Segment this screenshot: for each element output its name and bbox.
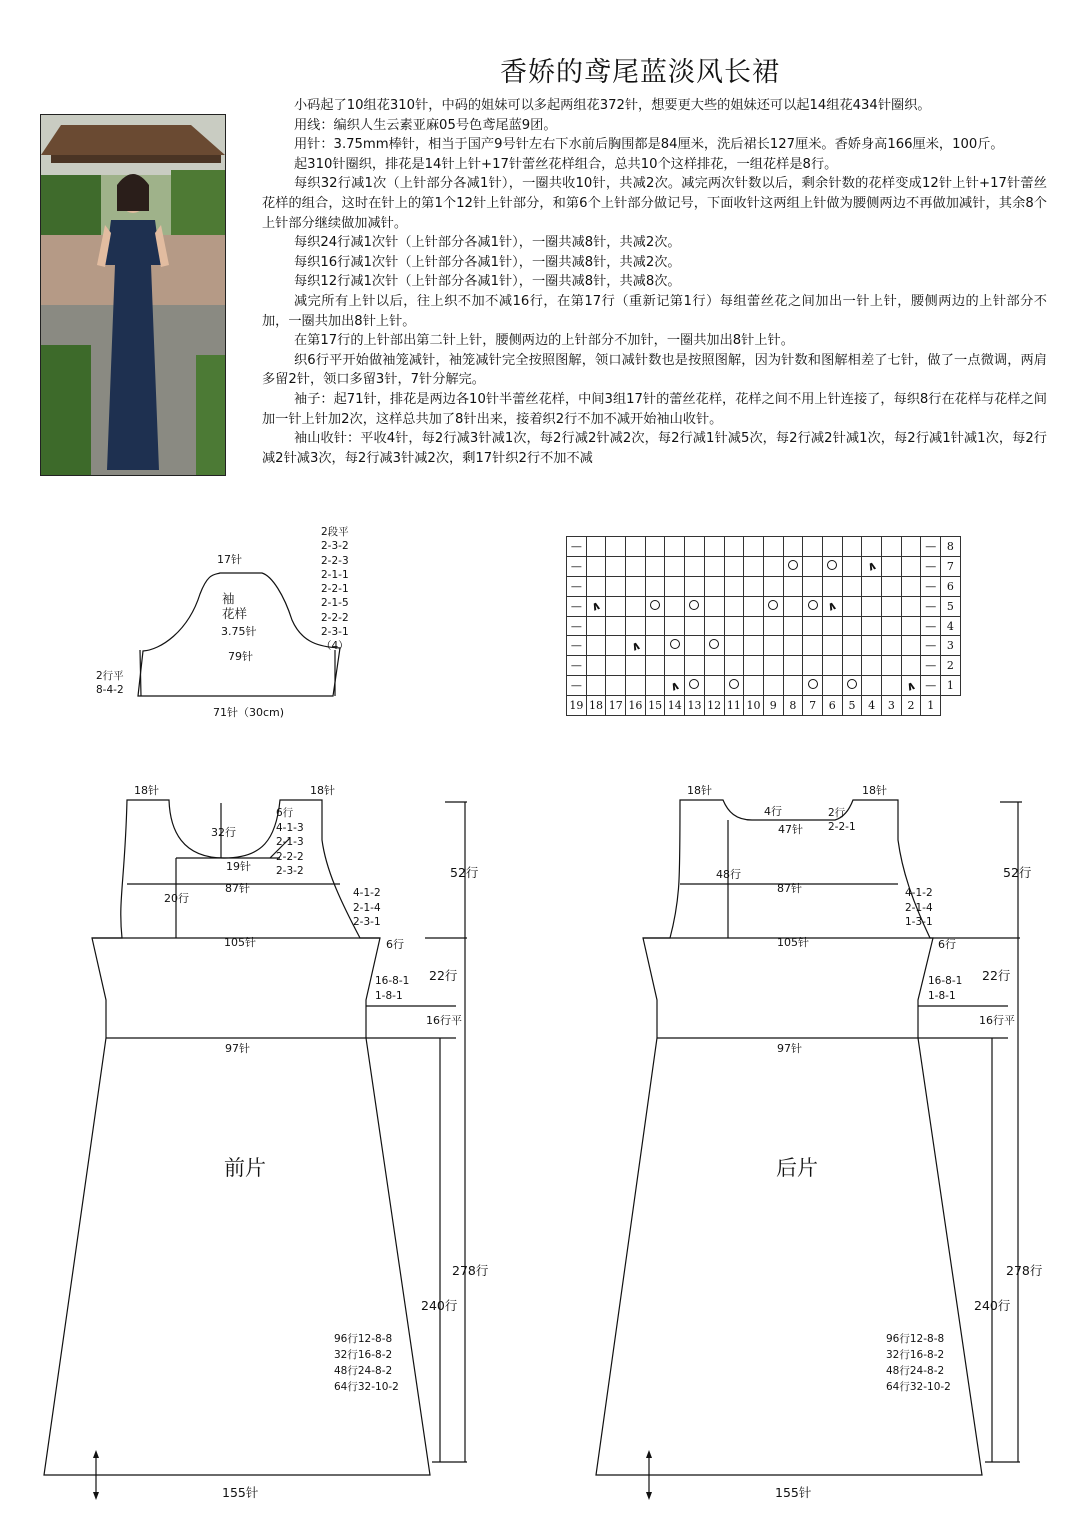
chart-cell bbox=[626, 556, 646, 576]
chart-cell bbox=[586, 556, 606, 576]
chart-cell bbox=[685, 616, 705, 636]
chart-cell bbox=[882, 656, 902, 676]
front-shoulder-left: 18针 bbox=[134, 784, 159, 797]
chart-cell bbox=[685, 676, 705, 696]
chart-cell bbox=[586, 596, 606, 616]
chart-cell bbox=[822, 616, 842, 636]
chart-cell bbox=[803, 596, 823, 616]
back-skirt-dec: 96行12-8-8 32行16-8-2 48行24-8-2 64行32-10-2 bbox=[886, 1333, 951, 1393]
chart-purl-cell: — bbox=[567, 636, 587, 656]
chart-column-number: 10 bbox=[744, 696, 764, 716]
decrease-icon: ∧ bbox=[589, 597, 604, 615]
chart-cell bbox=[842, 596, 862, 616]
sleeve-top-label: 17针 bbox=[217, 553, 242, 566]
chart-column-number: 9 bbox=[763, 696, 783, 716]
front-yoke-width: 87针 bbox=[225, 882, 250, 895]
chart-cell bbox=[783, 616, 803, 636]
chart-column-numbers bbox=[567, 696, 961, 716]
chart-row bbox=[567, 556, 961, 576]
chart-cell bbox=[606, 576, 626, 596]
sleeve-name-label: 袖 bbox=[222, 591, 235, 606]
chart-cell bbox=[842, 656, 862, 676]
front-neck-note: 6行 4-1-3 2-1-3 2-2-2 2-3-2 bbox=[276, 807, 304, 877]
chart-cell bbox=[665, 596, 685, 616]
front-rows-52: 52行 bbox=[450, 865, 479, 880]
chart-cell bbox=[842, 616, 862, 636]
decrease-icon: ∧ bbox=[904, 677, 919, 694]
paragraph: 袖子：起71针，排花是两边各10针半蕾丝花样，中间3组17针的蕾丝花样，花样之间不用上针连接了，每织8行在花样与花样之间加一针上针加2次，这样总共加了8针出来，接着织2行不加不减开始袖山收针。 bbox=[262, 391, 1047, 427]
chart-column-number: 7 bbox=[803, 696, 823, 716]
chart-cell bbox=[803, 676, 823, 696]
chart-column-number: 4 bbox=[862, 696, 882, 716]
yarn-over-icon bbox=[808, 600, 818, 610]
chart-cell bbox=[645, 656, 665, 676]
front-waist-inc: 16-8-1 1-8-1 bbox=[375, 975, 410, 1002]
chart-purl-cell: — bbox=[567, 616, 587, 636]
chart-column-number: 8 bbox=[783, 696, 803, 716]
chart-cell bbox=[665, 576, 685, 596]
chart-cell bbox=[645, 636, 665, 656]
chart-column-number: 6 bbox=[822, 696, 842, 716]
chart-column-number: 3 bbox=[882, 696, 902, 716]
chart-cell bbox=[626, 676, 646, 696]
chart-cell bbox=[665, 556, 685, 576]
sleeve-left-note: 2行平 8-4-2 bbox=[96, 670, 124, 696]
chart-cell bbox=[803, 616, 823, 636]
back-waist-inc: 16-8-1 1-8-1 bbox=[928, 975, 963, 1002]
chart-column-number: 13 bbox=[685, 696, 705, 716]
chart-cell bbox=[744, 556, 764, 576]
back-flat-rows: 6行 bbox=[938, 938, 956, 951]
paragraph: 每织12行减1次针（上针部分各减1针），一圈共减8针，共减8次。 bbox=[294, 274, 681, 290]
chart-cell bbox=[744, 676, 764, 696]
yarn-over-icon bbox=[768, 600, 778, 610]
paragraph: 每织24行减1次针（上针部分各减1针），一圈共减8针，共减2次。 bbox=[294, 235, 681, 251]
chart-cell bbox=[803, 656, 823, 676]
back-shoulder-right: 18针 bbox=[862, 784, 887, 797]
chart-cell bbox=[901, 576, 921, 596]
chart-cell bbox=[586, 576, 606, 596]
chart-cell bbox=[724, 616, 744, 636]
chart-row-number: 1 bbox=[941, 676, 961, 696]
chart-cell bbox=[704, 616, 724, 636]
chart-cell bbox=[685, 537, 705, 557]
front-armhole-note: 4-1-2 2-1-4 2-3-1 bbox=[353, 887, 381, 928]
chart-cell bbox=[882, 676, 902, 696]
paragraph: 织6行平开始做袖笼减针，袖笼减针完全按照图解，领口减针数也是按照图解，因为针数和图解相差了七针，做了一点微调，两肩多留2针，领口多留3针，7针分解完。 bbox=[262, 352, 1047, 388]
back-yoke-width: 87针 bbox=[777, 882, 802, 895]
chart-cell bbox=[665, 616, 685, 636]
page-title: 香娇的鸢尾蓝淡风长裙 bbox=[500, 57, 780, 88]
chart-cell bbox=[724, 537, 744, 557]
chart-row bbox=[567, 636, 961, 656]
chart-cell bbox=[704, 636, 724, 656]
back-bodice-width: 105针 bbox=[777, 936, 809, 949]
chart-cell bbox=[822, 656, 842, 676]
chart-cell bbox=[606, 676, 626, 696]
chart-column-number: 14 bbox=[665, 696, 685, 716]
paragraph: 每织16行减1次针（上针部分各减1针），一圈共减8针，共减2次。 bbox=[294, 254, 681, 270]
chart-cell bbox=[783, 596, 803, 616]
chart-row-number: 6 bbox=[941, 576, 961, 596]
paragraph: 在第17行的上针部出第二针上针，腰侧两边的上针部分不加针，一圈共加出8针上针。 bbox=[294, 333, 794, 349]
sleeve-cap-note: 2段平 2-3-2 2-2-3 2-1-1 2-2-1 2-1-5 2-2-2 2-3-1 （4） bbox=[321, 526, 349, 653]
chart-cell bbox=[606, 556, 626, 576]
back-neck-left: 4行 bbox=[764, 805, 782, 818]
chart-column-number: 17 bbox=[606, 696, 626, 716]
chart-cell bbox=[626, 537, 646, 557]
decrease-icon: ∧ bbox=[864, 558, 879, 575]
chart-cell bbox=[606, 616, 626, 636]
chart-cell bbox=[744, 596, 764, 616]
chart-cell bbox=[901, 596, 921, 616]
chart-cell bbox=[862, 576, 882, 596]
chart-cell bbox=[626, 596, 646, 616]
yarn-over-icon bbox=[847, 679, 857, 689]
yarn-over-icon bbox=[827, 560, 837, 570]
back-rows-278: 278行 bbox=[1006, 1263, 1043, 1278]
yarn-over-icon bbox=[689, 679, 699, 689]
chart-cell bbox=[763, 676, 783, 696]
chart-cell bbox=[882, 596, 902, 616]
chart-cell bbox=[724, 656, 744, 676]
chart-cell bbox=[901, 556, 921, 576]
sleeve-needle-label: 3.75针 bbox=[221, 625, 257, 638]
chart-row bbox=[567, 656, 961, 676]
back-shoulder-left: 18针 bbox=[687, 784, 712, 797]
chart-cell bbox=[763, 596, 783, 616]
chart-cell bbox=[862, 596, 882, 616]
chart-row bbox=[567, 576, 961, 596]
chart-cell bbox=[645, 576, 665, 596]
chart-cell bbox=[842, 676, 862, 696]
chart-cell bbox=[665, 676, 685, 696]
chart-column-number: 16 bbox=[626, 696, 646, 716]
back-piece-name: 后片 bbox=[776, 1156, 818, 1180]
chart-cell bbox=[704, 556, 724, 576]
chart-cell bbox=[744, 656, 764, 676]
sleeve-pattern-label: 花样 bbox=[222, 606, 248, 621]
back-neck-bottom: 47针 bbox=[778, 823, 803, 836]
chart-cell bbox=[803, 636, 823, 656]
chart-column-number: 19 bbox=[567, 696, 587, 716]
chart-column-number: 11 bbox=[724, 696, 744, 716]
chart-cell bbox=[586, 537, 606, 557]
paragraph: 袖山收针：平收4针，每2行减3针减1次，每2行减2针减2次，每2行减1针减5次，每2行减2针减1次，每2行减1针减1次，每2行减2针减3次，每2行减3针减2次，剩17针织2行不加不减 bbox=[262, 431, 1047, 466]
back-armhole-note: 4-1-2 2-1-4 1-3-1 bbox=[905, 887, 933, 928]
chart-cell bbox=[862, 556, 882, 576]
back-rows-240: 240行 bbox=[974, 1298, 1011, 1313]
yarn-over-icon bbox=[729, 679, 739, 689]
chart-cell bbox=[783, 636, 803, 656]
chart-cell bbox=[665, 636, 685, 656]
back-neck-right: 2行 2-2-1 bbox=[828, 807, 856, 833]
chart-cell bbox=[645, 616, 665, 636]
chart-cell bbox=[783, 656, 803, 676]
chart-cell bbox=[901, 676, 921, 696]
chart-cell bbox=[586, 636, 606, 656]
chart-cell bbox=[763, 576, 783, 596]
chart-purl-cell: — bbox=[567, 537, 587, 557]
paragraph: 用线：编织人生云素亚麻05号色鸢尾蓝9团。 bbox=[294, 117, 557, 133]
front-hem-width: 155针 bbox=[222, 1485, 259, 1500]
paragraph: 用针：3.75mm棒针，相当于国产9号针左右下水前后胸围都是84厘米，洗后裙长127厘米。香娇身高166厘米，100斤。 bbox=[294, 137, 1004, 153]
chart-cell bbox=[882, 556, 902, 576]
chart-purl-cell: — bbox=[567, 596, 587, 616]
yarn-over-icon bbox=[670, 639, 680, 649]
chart-cell bbox=[645, 676, 665, 696]
chart-purl-cell: — bbox=[567, 556, 587, 576]
chart-cell bbox=[803, 576, 823, 596]
chart-corner bbox=[941, 696, 961, 716]
chart-cell bbox=[626, 636, 646, 656]
chart-purl-cell: — bbox=[567, 576, 587, 596]
stitch-chart bbox=[566, 536, 961, 716]
chart-cell bbox=[822, 537, 842, 557]
chart-cell bbox=[606, 636, 626, 656]
chart-cell bbox=[626, 656, 646, 676]
chart-cell bbox=[704, 596, 724, 616]
chart-cell bbox=[882, 576, 902, 596]
chart-cell bbox=[882, 636, 902, 656]
chart-column-number: 15 bbox=[645, 696, 665, 716]
paragraph: 减完所有上针以后，往上织不加不减16行，在第17行（重新记第1行）每组蕾丝花之间加出一针上针，腰侧两边的上针部分不加，一圈共加出8针上针。 bbox=[262, 293, 1047, 329]
chart-cell bbox=[842, 636, 862, 656]
chart-cell bbox=[744, 636, 764, 656]
chart-purl-cell: — bbox=[921, 556, 941, 576]
front-bodice-width: 105针 bbox=[224, 936, 256, 949]
sleeve-bottom-label: 71针（30cm) bbox=[213, 706, 285, 719]
chart-cell bbox=[606, 537, 626, 557]
back-rows-16: 16行平 bbox=[979, 1014, 1015, 1027]
back-rows-52: 52行 bbox=[1003, 865, 1032, 880]
chart-row-number: 4 bbox=[941, 616, 961, 636]
chart-cell bbox=[586, 656, 606, 676]
chart-cell bbox=[822, 556, 842, 576]
chart-cell bbox=[586, 616, 606, 636]
chart-purl-cell: — bbox=[921, 596, 941, 616]
chart-cell bbox=[783, 576, 803, 596]
chart-cell bbox=[882, 537, 902, 557]
chart-cell bbox=[645, 596, 665, 616]
chart-cell bbox=[882, 616, 902, 636]
chart-row-number: 2 bbox=[941, 656, 961, 676]
chart-cell bbox=[626, 616, 646, 636]
front-flat-rows: 6行 bbox=[386, 938, 404, 951]
paragraph: 小码起了10组花310针，中码的姐妹可以多起两组花372针，想要更大些的姐妹还可以起14组花434针圈织。 bbox=[294, 98, 931, 113]
decrease-icon: ∧ bbox=[628, 637, 643, 655]
front-rows-240: 240行 bbox=[421, 1298, 458, 1313]
chart-cell bbox=[763, 636, 783, 656]
chart-cell bbox=[783, 537, 803, 557]
chart-purl-cell: — bbox=[567, 656, 587, 676]
chart-cell bbox=[626, 576, 646, 596]
chart-cell bbox=[901, 537, 921, 557]
chart-cell bbox=[685, 576, 705, 596]
yarn-over-icon bbox=[788, 560, 798, 570]
chart-cell bbox=[744, 537, 764, 557]
chart-cell bbox=[901, 656, 921, 676]
chart-cell bbox=[862, 537, 882, 557]
chart-purl-cell: — bbox=[921, 676, 941, 696]
chart-cell bbox=[724, 636, 744, 656]
chart-column-number: 2 bbox=[901, 696, 921, 716]
chart-column-number: 1 bbox=[921, 696, 941, 716]
chart-cell bbox=[783, 676, 803, 696]
chart-cell bbox=[724, 576, 744, 596]
chart-purl-cell: — bbox=[921, 537, 941, 557]
chart-cell bbox=[744, 616, 764, 636]
chart-row-number: 7 bbox=[941, 556, 961, 576]
chart-row-number: 8 bbox=[941, 537, 961, 557]
chart-cell bbox=[803, 556, 823, 576]
front-neck-depth: 32行 bbox=[211, 826, 236, 839]
chart-cell bbox=[665, 656, 685, 676]
chart-purl-cell: — bbox=[921, 616, 941, 636]
chart-cell bbox=[763, 556, 783, 576]
chart-cell bbox=[586, 676, 606, 696]
chart-row bbox=[567, 676, 961, 696]
back-hem-width: 155针 bbox=[775, 1485, 812, 1500]
chart-cell bbox=[783, 556, 803, 576]
chart-cell bbox=[685, 656, 705, 676]
chart-cell bbox=[724, 676, 744, 696]
front-shoulder-right: 18针 bbox=[310, 784, 335, 797]
chart-cell bbox=[822, 636, 842, 656]
chart-purl-cell: — bbox=[567, 676, 587, 696]
chart-cell bbox=[763, 656, 783, 676]
chart-cell bbox=[606, 656, 626, 676]
chart-column-number: 18 bbox=[586, 696, 606, 716]
front-rows-16: 16行平 bbox=[426, 1014, 462, 1027]
chart-row bbox=[567, 596, 961, 616]
chart-purl-cell: — bbox=[921, 656, 941, 676]
yarn-over-icon bbox=[689, 600, 699, 610]
front-waist-width: 97针 bbox=[225, 1042, 250, 1055]
front-yoke-rows: 20行 bbox=[164, 892, 189, 905]
chart-cell bbox=[862, 676, 882, 696]
chart-column-number: 5 bbox=[842, 696, 862, 716]
back-yoke-rows: 48行 bbox=[716, 868, 741, 881]
front-piece-name: 前片 bbox=[224, 1156, 266, 1180]
chart-cell bbox=[704, 576, 724, 596]
front-skirt-dec: 96行12-8-8 32行16-8-2 48行24-8-2 64行32-10-2 bbox=[334, 1333, 399, 1393]
chart-cell bbox=[685, 556, 705, 576]
chart-cell bbox=[763, 537, 783, 557]
chart-cell bbox=[744, 576, 764, 596]
chart-cell bbox=[901, 616, 921, 636]
chart-cell bbox=[822, 596, 842, 616]
chart-cell bbox=[685, 596, 705, 616]
yarn-over-icon bbox=[709, 639, 719, 649]
chart-cell bbox=[822, 676, 842, 696]
chart-cell bbox=[704, 676, 724, 696]
chart-cell bbox=[842, 537, 862, 557]
chart-cell bbox=[665, 537, 685, 557]
chart-purl-cell: — bbox=[921, 576, 941, 596]
back-waist-width: 97针 bbox=[777, 1042, 802, 1055]
chart-cell bbox=[704, 537, 724, 557]
chart-cell bbox=[763, 616, 783, 636]
chart-cell bbox=[606, 596, 626, 616]
chart-cell bbox=[704, 656, 724, 676]
chart-purl-cell: — bbox=[921, 636, 941, 656]
chart-column-number: 12 bbox=[704, 696, 724, 716]
chart-cell bbox=[724, 596, 744, 616]
chart-cell bbox=[842, 556, 862, 576]
chart-cell bbox=[842, 576, 862, 596]
front-rows-278: 278行 bbox=[452, 1263, 489, 1278]
chart-cell bbox=[685, 636, 705, 656]
paragraph: 起310针圈织，排花是14针上针+17针蕾丝花样组合，总共10个这样排花，一组花样是8行。 bbox=[294, 156, 838, 172]
chart-row bbox=[567, 537, 961, 557]
chart-row-number: 5 bbox=[941, 596, 961, 616]
front-neck-bottom: 19针 bbox=[226, 860, 251, 873]
front-rows-22: 22行 bbox=[429, 968, 458, 983]
chart-cell bbox=[862, 616, 882, 636]
yarn-over-icon bbox=[650, 600, 660, 610]
chart-cell bbox=[901, 636, 921, 656]
sleeve-mid-label: 79针 bbox=[228, 650, 253, 663]
chart-cell bbox=[862, 656, 882, 676]
decrease-icon: ∧ bbox=[825, 597, 840, 615]
decrease-icon: ∧ bbox=[667, 677, 682, 694]
yarn-over-icon bbox=[808, 679, 818, 689]
chart-row bbox=[567, 616, 961, 636]
chart-cell bbox=[645, 556, 665, 576]
chart-cell bbox=[645, 537, 665, 557]
back-rows-22: 22行 bbox=[982, 968, 1011, 983]
chart-cell bbox=[724, 556, 744, 576]
paragraph: 每织32行减1次（上针部分各减1针），一圈共收10针，共减2次。减完两次针数以后，剩余针数的花样变成12针上针+17针蕾丝花样的组合，这时在针上的第1个12针上针部分，和第6个上针部分做记号，下面收针这两组上针做为腰侧两边不再做加减针，其余8个上针部分继续做加减针。 bbox=[262, 176, 1047, 231]
chart-cell bbox=[822, 576, 842, 596]
chart-cell bbox=[862, 636, 882, 656]
chart-row-number: 3 bbox=[941, 636, 961, 656]
chart-cell bbox=[803, 537, 823, 557]
